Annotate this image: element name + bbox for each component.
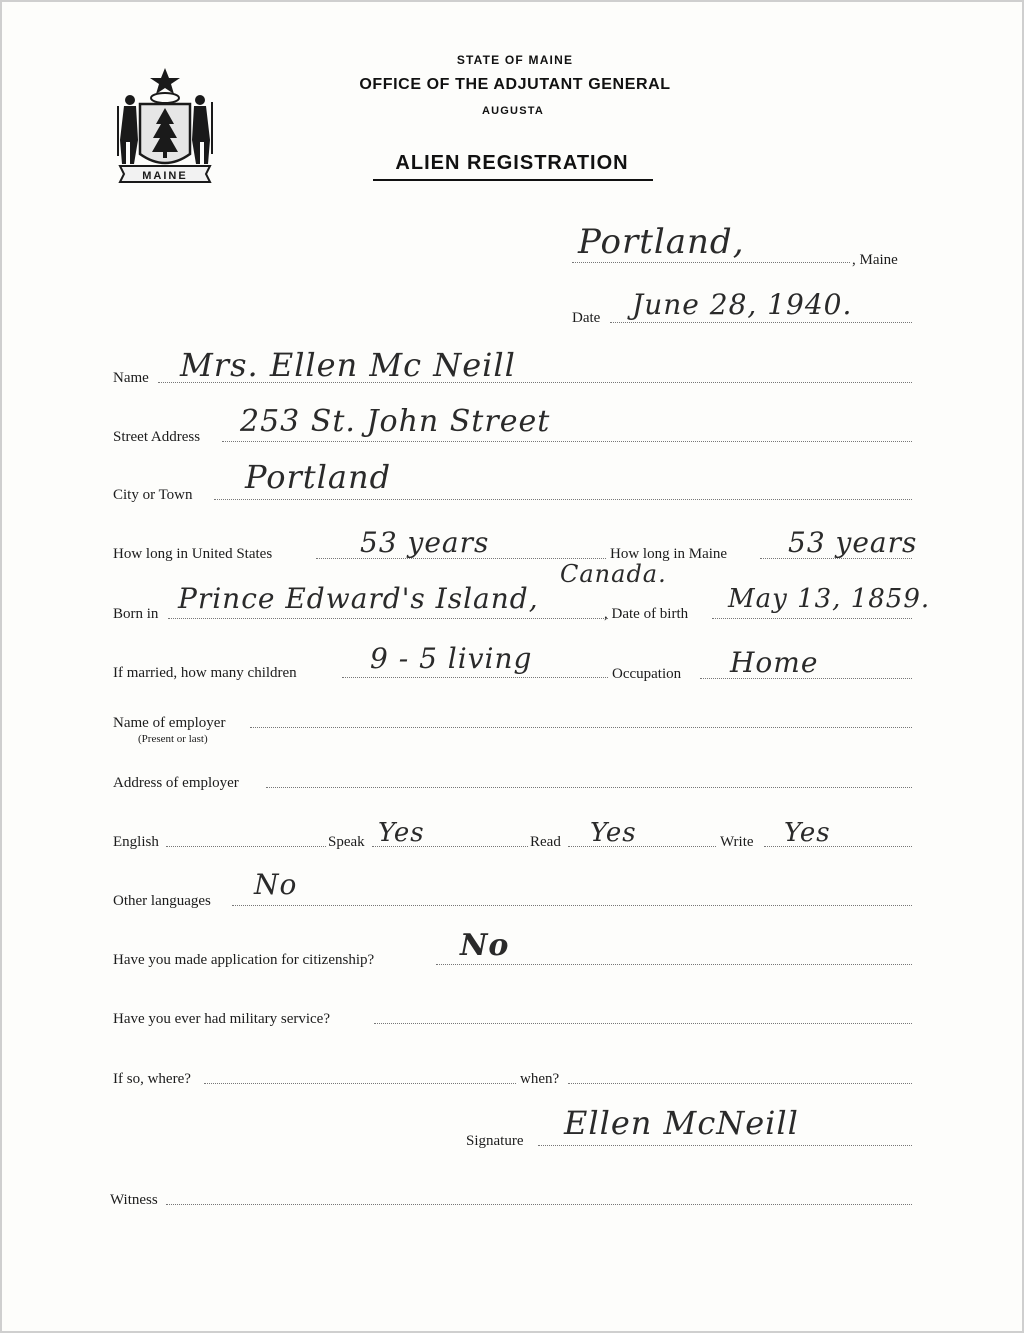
employer-line[interactable] — [250, 727, 912, 728]
military-label: Have you ever had military service? — [113, 1011, 330, 1027]
signature-value: Ellen McNeill — [564, 1104, 799, 1142]
speak-value: Yes — [378, 818, 425, 848]
citizenship-value: No — [460, 928, 510, 963]
city-value: Portland — [245, 458, 392, 496]
street-label: Street Address — [113, 429, 201, 445]
children-label: If married, how many children — [113, 665, 297, 681]
children-value: 9 - 5 living — [370, 642, 533, 675]
english-label: English — [113, 834, 159, 850]
signature-label: Signature — [466, 1133, 524, 1149]
military-line[interactable] — [374, 1023, 912, 1024]
where-label: If so, where? — [113, 1071, 191, 1087]
street-line — [222, 441, 912, 442]
when-label: when? — [520, 1071, 560, 1087]
birth-date-value: May 13, 1859. — [728, 584, 931, 614]
citizenship-line — [436, 964, 912, 965]
header-office: OFFICE OF THE ADJUTANT GENERAL — [359, 76, 671, 93]
form-title: ALIEN REGISTRATION — [395, 152, 629, 174]
born-value: Prince Edward's Island, — [178, 582, 539, 615]
speak-label: Speak — [328, 834, 365, 850]
employer-address-label: Address of employer — [113, 775, 239, 791]
us-duration-label: How long in United States — [113, 546, 273, 562]
children-line — [342, 677, 608, 678]
date-label: Date — [572, 310, 601, 326]
other-languages-line — [232, 905, 912, 906]
other-languages-value: No — [254, 868, 298, 901]
us-duration-value: 53 years — [360, 526, 490, 559]
city-line — [214, 499, 912, 500]
witness-label: Witness — [110, 1192, 158, 1208]
employer-address-line[interactable] — [266, 787, 912, 788]
maine-duration-label: How long in Maine — [610, 546, 728, 562]
employer-label: Name of employer — [113, 715, 226, 731]
name-label: Name — [113, 370, 149, 386]
read-label: Read — [530, 834, 561, 850]
read-value: Yes — [590, 818, 637, 848]
header-city: AUGUSTA — [482, 105, 544, 117]
witness-line[interactable] — [166, 1204, 912, 1205]
city-label: City or Town — [113, 487, 193, 503]
date-value: June 28, 1940. — [632, 288, 853, 321]
english-line — [166, 846, 326, 847]
birth-date-label: , Date of birth — [604, 606, 689, 622]
born-note: Canada. — [560, 560, 667, 588]
born-label: Born in — [113, 606, 159, 622]
street-value: 253 St. John Street — [240, 404, 551, 439]
born-line — [168, 618, 608, 619]
place-line — [572, 262, 850, 263]
write-label: Write — [720, 834, 754, 850]
name-value: Mrs. Ellen Mc Neill — [180, 346, 516, 384]
place-value: Portland, — [578, 222, 745, 262]
header-state: STATE OF MAINE — [456, 53, 574, 67]
signature-line — [538, 1145, 912, 1146]
occupation-label: Occupation — [612, 666, 682, 682]
when-line[interactable] — [568, 1083, 912, 1084]
birth-date-line — [712, 618, 912, 619]
date-line — [610, 322, 912, 323]
maine-duration-value: 53 years — [788, 526, 918, 559]
write-value: Yes — [784, 818, 831, 848]
place-suffix: , Maine — [852, 252, 898, 268]
where-line[interactable] — [204, 1083, 516, 1084]
other-languages-label: Other languages — [113, 893, 211, 909]
occupation-value: Home — [730, 646, 819, 679]
title-underline — [373, 179, 653, 181]
seal-banner-text: MAINE — [142, 170, 188, 182]
citizenship-label: Have you made application for citizenship? — [113, 952, 375, 968]
employer-sublabel: (Present or last) — [138, 733, 208, 745]
